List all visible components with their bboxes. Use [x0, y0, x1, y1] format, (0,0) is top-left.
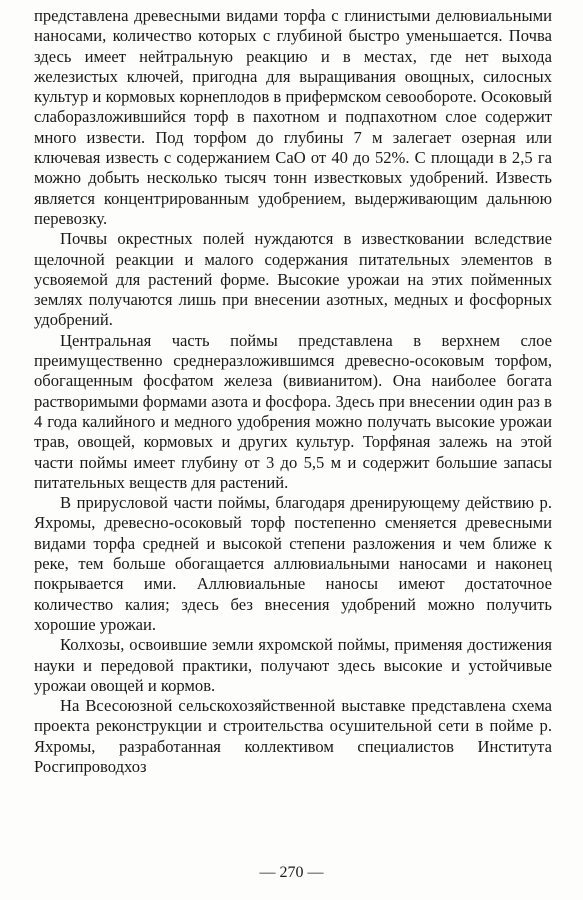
paragraph-5: Колхозы, освоившие земли яхромской поймы, применяя достижения науки и передовой практики, получают здесь высокие и устойчивые урожаи овощей и кормов.	[34, 635, 552, 695]
paragraph-3: Центральная часть поймы представлена в верхнем слое преимущественно среднеразложившимся древесно-осоковым торфом, обогащенным фосфатом железа (вивианитом). Она наиболее богата растворимыми формами азота и фосфора. Здесь при внесении один раз в 4 года калийного и медного удобрения можно получать высокие урожаи трав, овощей, кормовых и других культур. Торфяная залежь на этой части поймы имеет глубину от 3 до 5,5 м и содержит большие запасы питательных веществ для растений.	[34, 330, 552, 492]
page-number: — 270 —	[259, 864, 324, 881]
paragraph-4: В прирусловой части поймы, благодаря дренирующему действию р. Яхромы, древесно-осоковый торф постепенно сменяется древесными видами торфа средней и высокой степени разложения и чем ближе к реке, тем больше обогащается аллювиальными наносами и наконец покрывается ими. Аллювиальные наносы имеют достаточное количество калия; здесь без внесения удобрений можно получить хорошие урожаи.	[34, 493, 552, 634]
paragraph-6: На Всесоюзной сельскохозяйственной выставке представлена схема проекта реконструкции и строительства осушительной сети в пойме р. Яхромы, разработанная коллективом специалистов Института Росгипроводхоз	[34, 696, 552, 776]
paragraph-1: представлена древесными видами торфа с глинистыми делювиальными наносами, количество которых с глубиной быстро уменьшается. Почва здесь имеет нейтральную реакцию и в местах, где нет выхода железистых ключей, пригодна для выращивания овощных, силосных культур и кормовых корнеплодов в прифермском севообороте. Осоковый слаборазложившийся торф в пахотном и подпахотном слое содержит много извести. Под торфом до глубины 7 м залегает озерная или ключевая известь с содержанием CaO от 40 до 52%. С площади в 2,5 га можно добыть несколько тысяч тонн известковых удобрений. Известь является концентрированным удобрением, выдерживающим дальнюю перевозку.	[34, 6, 552, 228]
body-text	[34, 6, 552, 777]
paragraph-2: Почвы окрестных полей нуждаются в известковании вследствие щелочной реакции и малого содержания питательных элементов в усвояемой для растений форме. Высокие урожаи на этих пойменных землях получаются лишь при внесении азотных, медных и фосфорных удобрений.	[34, 229, 552, 330]
